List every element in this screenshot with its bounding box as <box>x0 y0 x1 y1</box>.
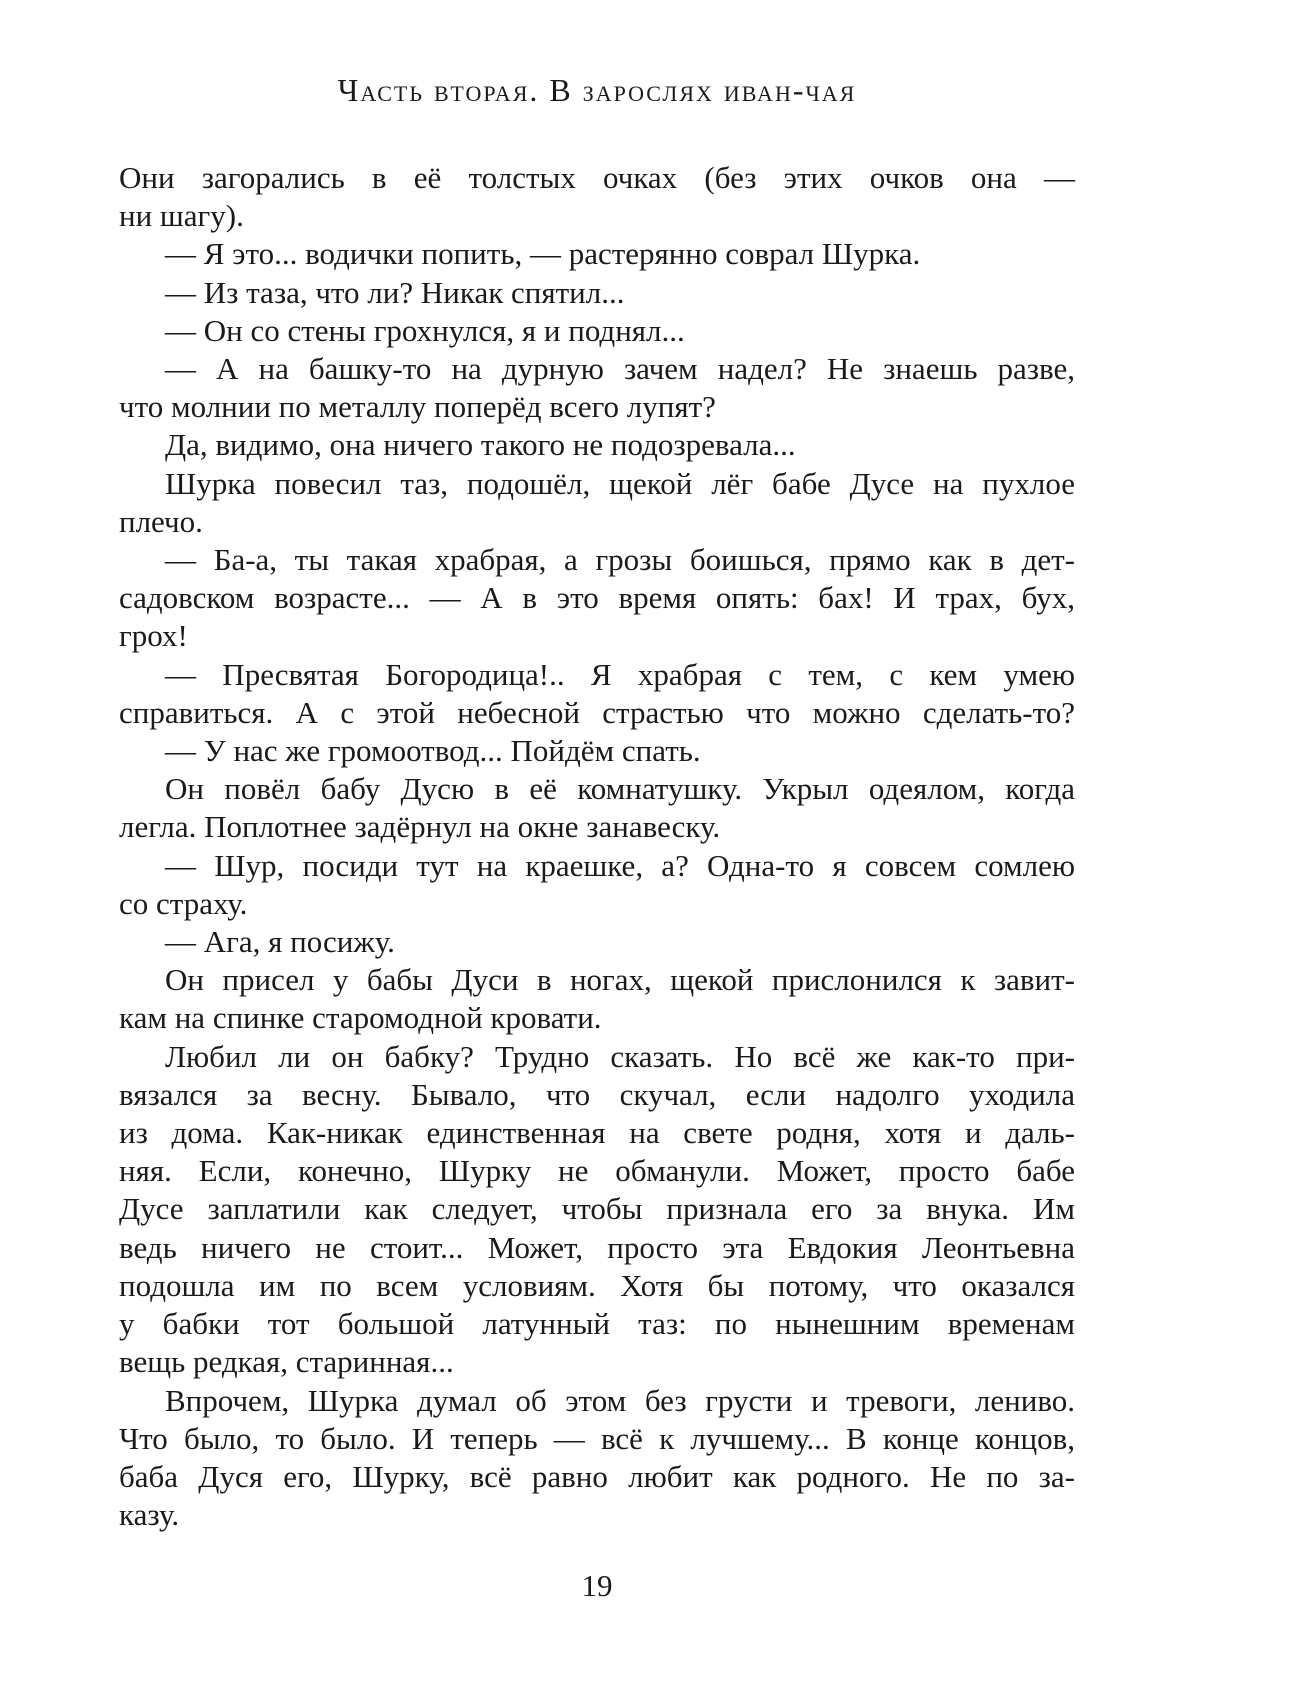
text-line: легла. Поплотнее задёрнул на окне занавеску. <box>119 809 721 845</box>
text-line: — У нас же громоотвод... Пойдём спать. <box>165 733 701 769</box>
text-line: — Шур, посиди тут на краешке, а? Одна-то я совсем сомлею <box>165 847 1075 883</box>
text-line: няя. Если, конечно, Шурку не обманули. Может, просто бабе <box>119 1153 1075 1189</box>
text-line: — Ага, я посижу. <box>165 924 395 960</box>
text-line: Впрочем, Шурка думал об этом без грусти и тревоги, лениво. <box>165 1382 1075 1418</box>
text-line: что молнии по металлу поперёд всего лупят? <box>119 389 716 425</box>
text-line: грох! <box>119 618 188 654</box>
text-line: Что было, то было. И теперь — всё к лучшему... В конце концов, <box>119 1420 1075 1456</box>
text-line: кам на спинке старомодной кровати. <box>119 1000 602 1036</box>
chapter-title: Часть вторая. В зарослях иван-чая <box>337 72 857 108</box>
text-line: Они загорались в её толстых очках (без этих очков она — <box>119 160 1075 195</box>
text-line: у бабки тот большой латунный таз: по нынешним временам <box>119 1306 1075 1342</box>
text-line: садовском возрасте... — А в это время опять: бах! И трах, бух, <box>119 580 1075 616</box>
text-line: ведь ничего не стоит... Может, просто эта Евдокия Леонтьевна <box>119 1229 1075 1265</box>
page-number: 19 <box>581 1568 613 1603</box>
text-line: Он повёл бабу Дусю в её комнатушку. Укрыл одеялом, когда <box>165 771 1075 807</box>
text-line: Шурка повесил таз, подошёл, щекой лёг бабе Дусе на пухлое <box>165 465 1075 501</box>
text-line: Он присел у бабы Дуси в ногах, щекой прислонился к завит- <box>165 962 1075 998</box>
text-line: справиться. А с этой небесной страстью что можно сделать-то? <box>119 694 1075 730</box>
text-line: Любил ли он бабку? Трудно сказать. Но всё же как-то при- <box>165 1038 1075 1074</box>
text-line: — А на башку-то на дурную зачем надел? Не знаешь разве, <box>165 351 1075 387</box>
text-line: подошла им по всем условиям. Хотя бы потому, что оказался <box>119 1267 1075 1303</box>
text-line: — Я это... водички попить, — растерянно соврал Шурка. <box>165 236 921 272</box>
text-line: вещь редкая, старинная... <box>119 1344 454 1380</box>
text-line: Да, видимо, она ничего такого не подозревала... <box>165 427 796 463</box>
text-line: — Он со стены грохнулся, я и поднял... <box>165 312 685 348</box>
body-text <box>119 159 1075 1534</box>
text-line: — Пресвятая Богородица!.. Я храбрая с тем, с кем умею <box>165 656 1075 692</box>
text-line: из дома. Как-никак единственная на свете родня, хотя и даль- <box>119 1115 1075 1151</box>
text-line: со страху. <box>119 885 248 921</box>
text-line: казу. <box>119 1497 180 1533</box>
text-line: плечо. <box>119 503 203 539</box>
text-line: — Ба-а, ты такая храбрая, а грозы боишься, прямо как в дет- <box>165 542 1075 578</box>
text-line: — Из таза, что ли? Никак спятил... <box>165 274 625 310</box>
text-line: баба Дуся его, Шурку, всё равно любит как родного. Не по за- <box>119 1458 1075 1494</box>
text-line: Дусе заплатили как следует, чтобы признала его за внука. Им <box>119 1191 1075 1227</box>
text-line: вязался за весну. Бывало, что скучал, если надолго уходила <box>119 1076 1075 1112</box>
text-line: ни шагу). <box>119 198 244 234</box>
